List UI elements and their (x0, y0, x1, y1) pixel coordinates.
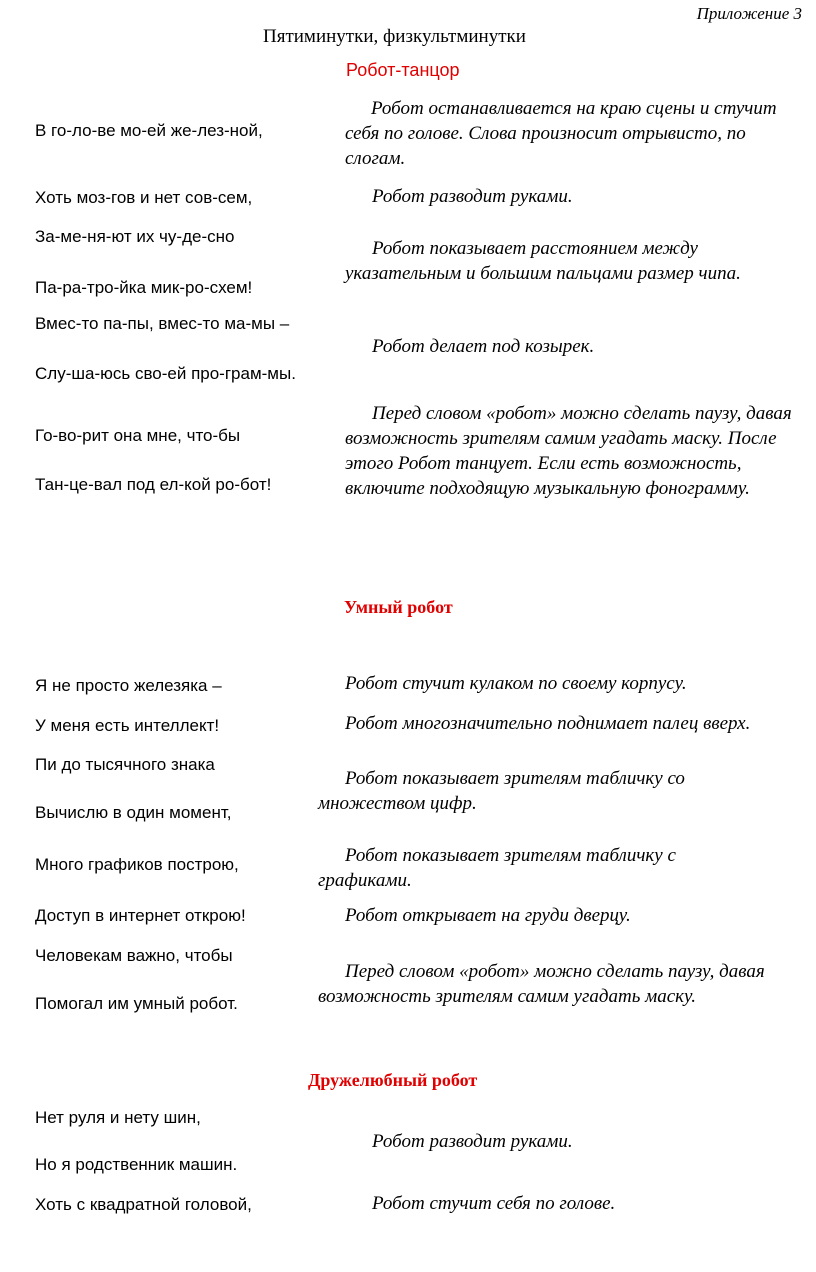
verse-line: Я не просто железяка – (35, 676, 222, 695)
stage-direction: Робот показывает расстоянием между указательным и большим пальцами размер чипа. (345, 238, 741, 284)
stage-direction: Перед словом «робот» можно сделать паузу, давая возможность зрителям самим угадать маску. После этого Робот танцует. Если есть возможность, включите подходящую музыкальную фонограмму. (345, 403, 792, 499)
verse-line: Доступ в интернет открою! (35, 906, 246, 925)
verse-line: У меня есть интеллект! (35, 716, 220, 735)
verse-line: Человекам важно, чтобы (35, 946, 233, 965)
stage-direction: Перед словом «робот» можно сделать паузу, давая возможность зрителям самим угадать маску. (318, 961, 765, 1007)
stage-direction: Робот показывает зрителям табличку со множеством цифр. (318, 768, 685, 814)
stage-direction: Робот разводит руками. (372, 1131, 573, 1152)
stage-direction: Робот открывает на груди дверцу. (345, 905, 631, 926)
section-heading-smart: Умный робот (344, 597, 453, 617)
stage-direction: Робот многозначительно поднимает палец вверх. (345, 713, 751, 734)
section-heading-friendly: Дружелюбный робот (308, 1070, 478, 1090)
stage-direction: Робот показывает зрителям табличку с графиками. (318, 845, 676, 891)
verse-line: Много графиков построю, (35, 855, 239, 874)
verse-line: Слу-ша-юсь сво-ей про-грам-мы. (35, 364, 296, 383)
verse-line: За-ме-ня-ют их чу-де-сно (35, 227, 235, 246)
stage-direction: Робот разводит руками. (372, 186, 573, 207)
stage-direction: Робот останавливается на краю сцены и стучит себя по голове. Слова произносит отрывисто, по слогам. (345, 98, 777, 169)
verse-line: Тан-це-вал под ел-кой ро-бот! (35, 475, 272, 494)
verse-line: Вмес-то па-пы, вмес-то ма-мы – (35, 314, 290, 333)
verse-line: Нет руля и нету шин, (35, 1108, 201, 1127)
verse-line: Го-во-рит она мне, что-бы (35, 426, 241, 445)
stage-direction: Робот стучит себя по голове. (372, 1193, 616, 1214)
section-heading-dancer: Робот-танцор (346, 60, 460, 80)
page-title: Пятиминутки, физкультминутки (263, 26, 526, 47)
appendix-label: Приложение 3 (696, 4, 802, 23)
verse-line: Но я родственник машин. (35, 1155, 238, 1174)
verse-line: Хоть моз-гов и нет сов-сем, (35, 188, 253, 207)
verse-line: Вычислю в один момент, (35, 803, 232, 822)
verse-line: Па-ра-тро-йка мик-ро-схем! (35, 278, 253, 297)
stage-direction: Робот делает под козырек. (372, 336, 595, 357)
verse-line: Хоть с квадратной головой, (35, 1195, 252, 1214)
stage-direction: Робот стучит кулаком по своему корпусу. (345, 673, 687, 694)
verse-line: Пи до тысячного знака (35, 755, 215, 774)
verse-line: Помогал им умный робот. (35, 994, 238, 1013)
verse-line: В го-ло-ве мо-ей же-лез-ной, (35, 121, 263, 140)
